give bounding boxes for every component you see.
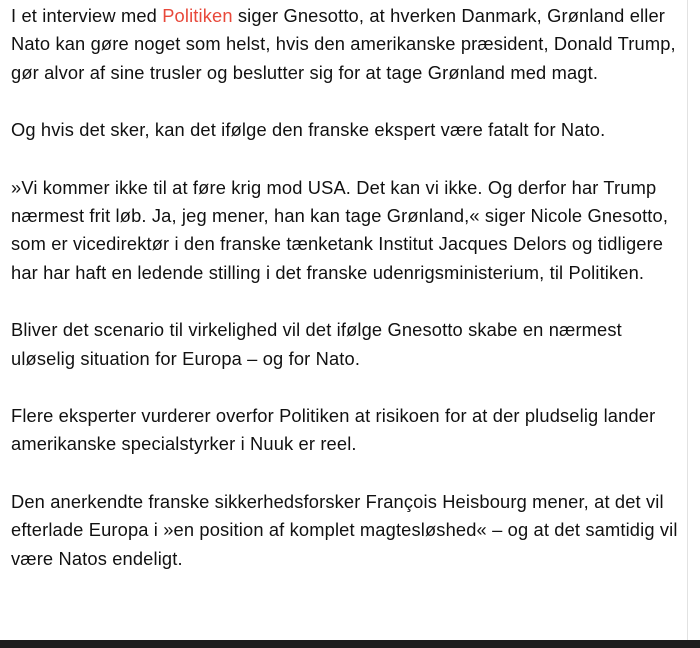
politiken-link[interactable]: Politiken	[162, 5, 233, 26]
right-gutter	[689, 0, 700, 640]
paragraph-interview-after: siger Gnesotto, at hverken Danmark, Grønland eller Nato kan gøre noget som helst, hvis den amerikanske præsident, Donald Trump, gør alvor af sine trusler og beslutter sig for at tage Grønland med magt.	[11, 5, 676, 83]
paragraph-experts: Flere eksperter vurderer overfor Politiken at risikoen for at der pludselig lander amerikanske specialstyrker i Nuuk er reel.	[11, 405, 656, 455]
paragraph-interview-before: I et interview med	[11, 5, 163, 26]
paragraph-heisbourg: Den anerkendte franske sikkerhedsforsker François Heisbourg mener, at det vil efterlade Europa i »en position af komplet magtesløshed« – og at det samtidig vil være Natos endeligt.	[11, 490, 678, 569]
paragraph-quote: »Vi kommer ikke til at føre krig mod USA. Det kan vi ikke. Og derfor har Trump nærmest frit løb. Ja, jeg mener, han kan tage Grønland,« siger Nicole Gnesotto, som er vicedirektør i den franske tænketank Institut Jacques Delors og tidligere har har haft en ledende stilling i det franske udenrigsministerium, til Politiken.	[11, 176, 669, 283]
paragraph-interview	[11, 2, 679, 87]
bottom-bar	[0, 640, 700, 648]
paragraph-scenario: Bliver det scenario til virkelighed vil det ifølge Gnesotto skabe en nærmest uløselig situation for Europa – og for Nato.	[11, 319, 622, 369]
paragraph-fatal: Og hvis det sker, kan det ifølge den franske ekspert være fatalt for Nato.	[11, 119, 606, 141]
